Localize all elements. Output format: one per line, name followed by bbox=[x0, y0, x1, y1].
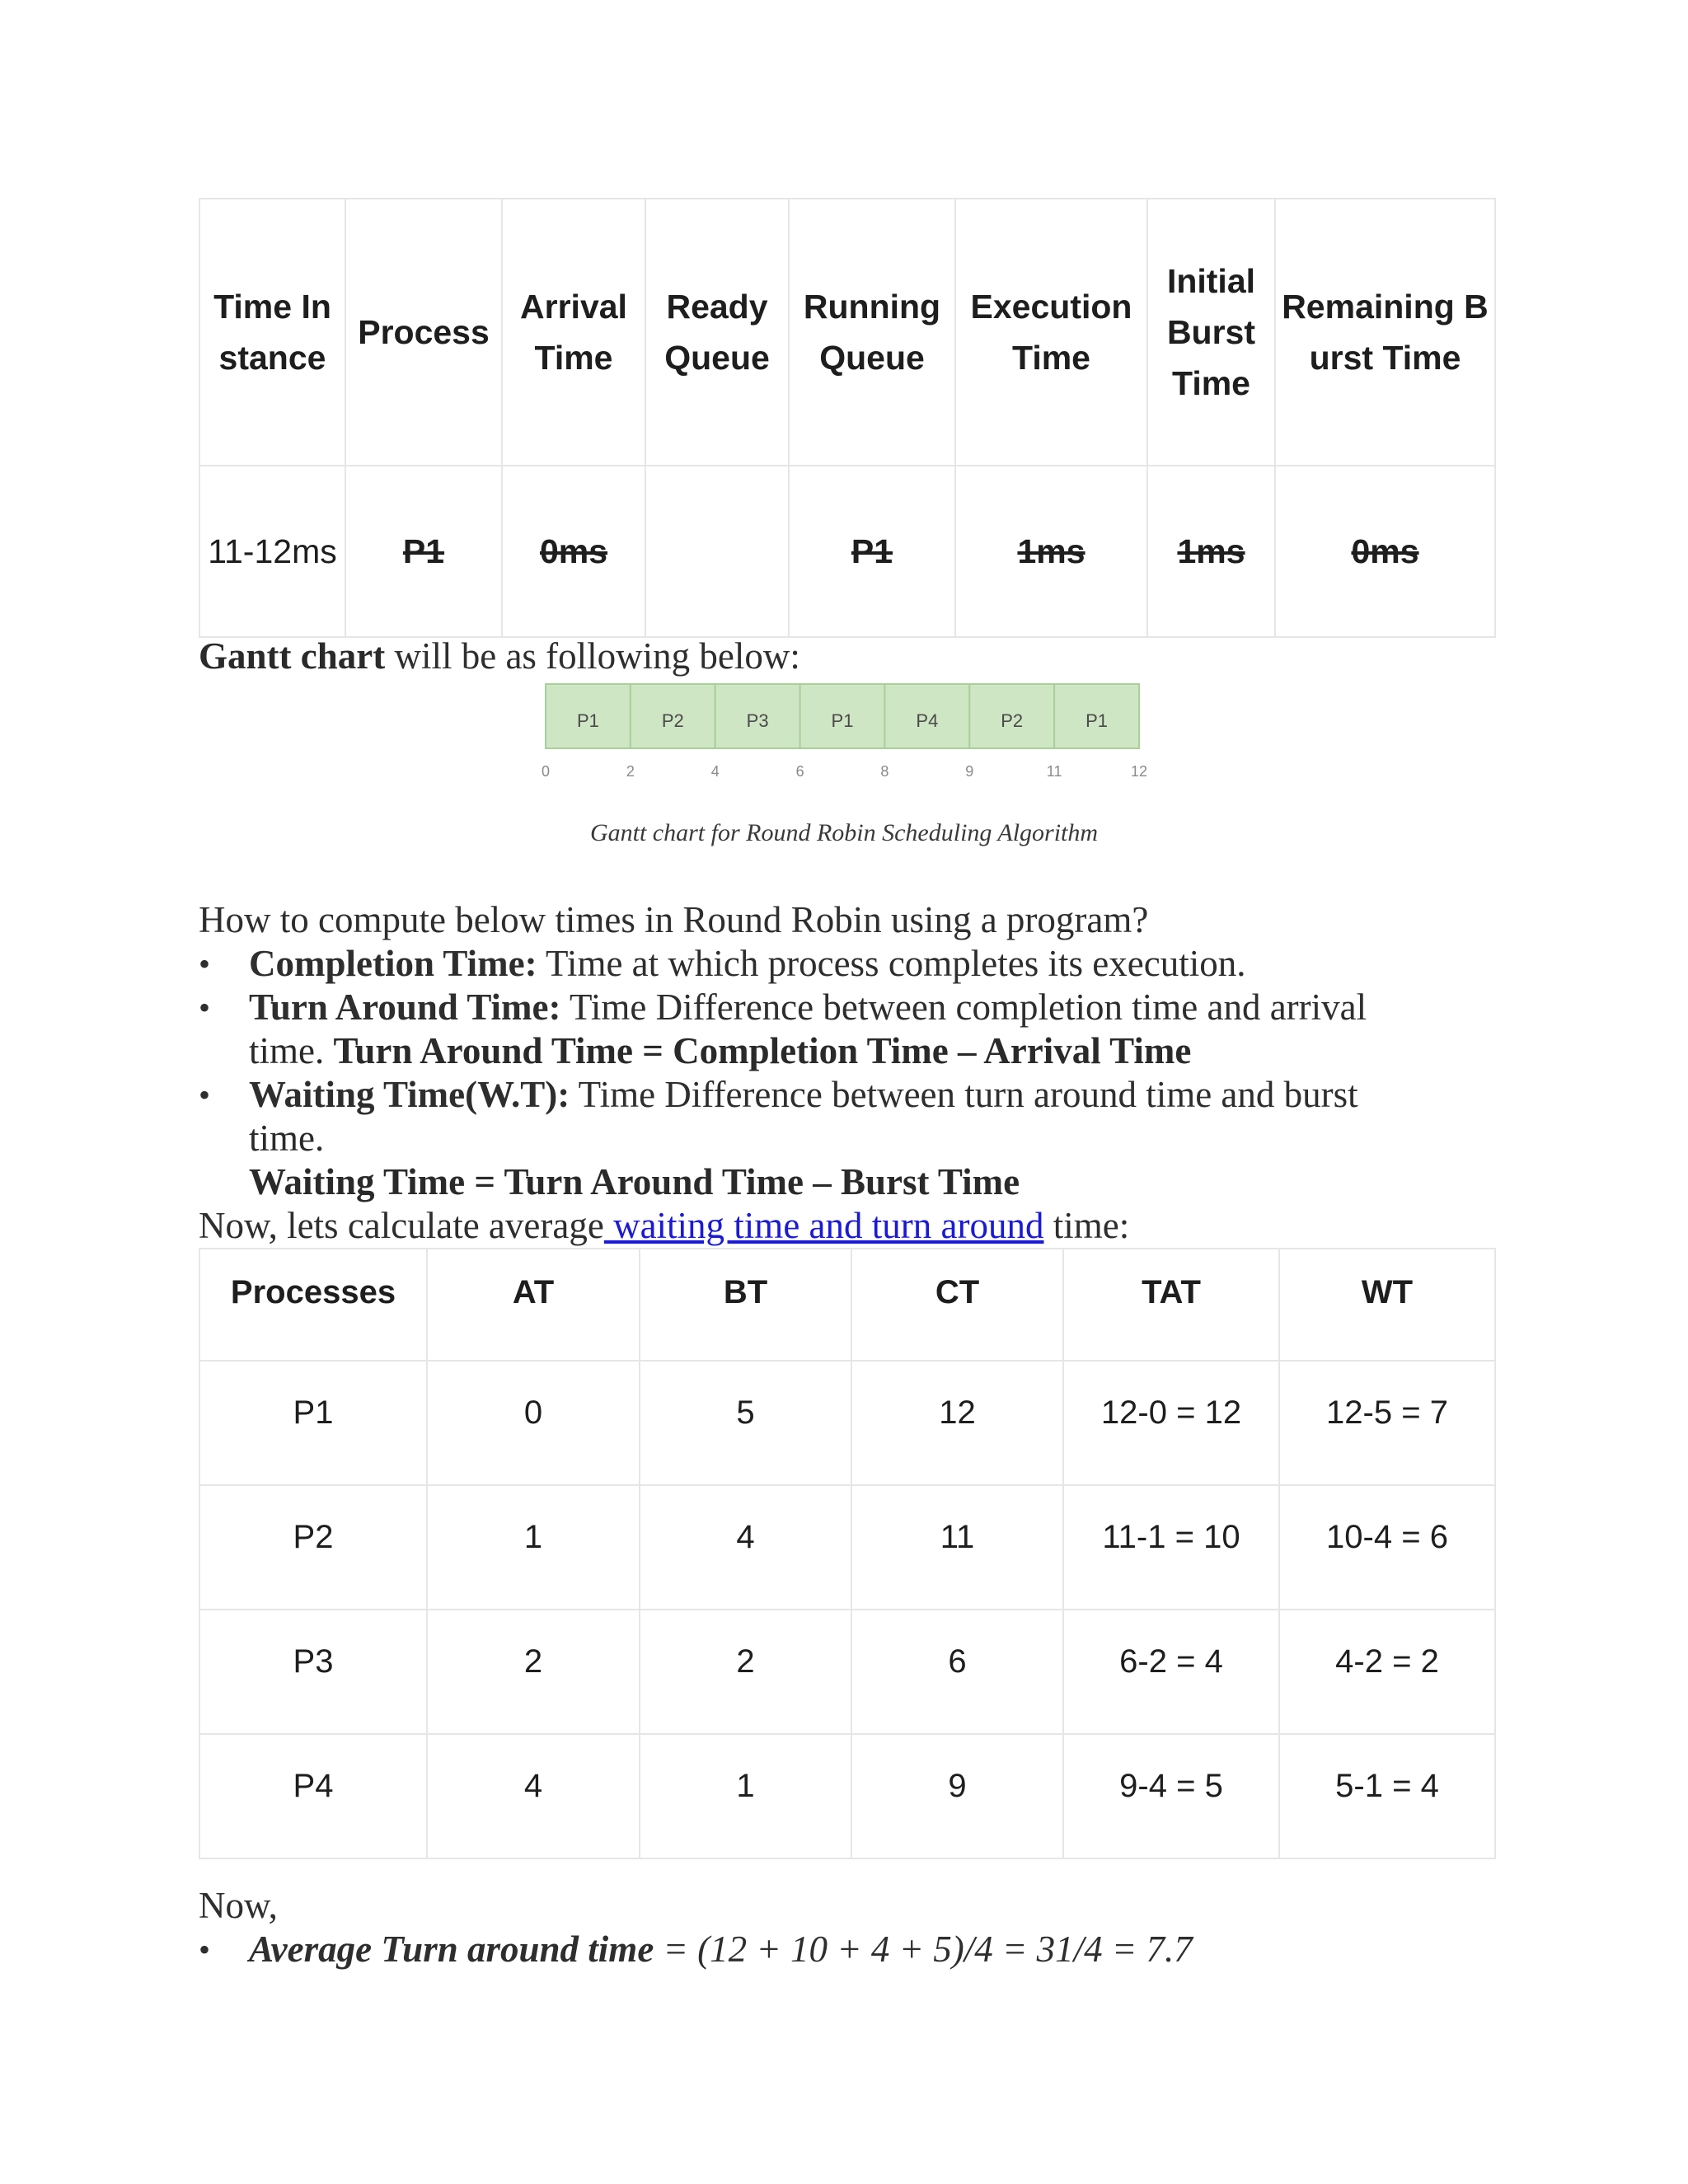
gantt-chart bbox=[537, 681, 1147, 796]
gantt-tick-label: 2 bbox=[626, 763, 635, 780]
cell-running-queue: P1 bbox=[789, 466, 955, 637]
cell-process: P1 bbox=[199, 1361, 427, 1485]
cell-at: 0 bbox=[427, 1361, 640, 1485]
waiting-time-link[interactable]: waiting time and turn around bbox=[603, 1205, 1044, 1246]
cell-wt: 5-1 = 4 bbox=[1279, 1734, 1495, 1858]
definition-turn-around-time: Time Difference between completion time and arrival bbox=[560, 987, 1367, 1028]
waiting-time-formula: Waiting Time = Turn Around Time – Burst Time bbox=[249, 1161, 1020, 1202]
cell-process: P1 bbox=[345, 466, 502, 637]
cell-ct: 11 bbox=[851, 1485, 1063, 1610]
cell-ct: 9 bbox=[851, 1734, 1063, 1858]
bullet-icon: • bbox=[199, 945, 211, 982]
cell-tat: 12-0 = 12 bbox=[1063, 1361, 1279, 1485]
cell-bt: 4 bbox=[640, 1485, 851, 1610]
header-process: Process bbox=[345, 199, 502, 466]
average-formula: = (12 + 10 + 4 + 5)/4 = 31/4 = 7.7 bbox=[654, 1929, 1193, 1970]
gantt-tick-label: 9 bbox=[965, 763, 974, 780]
header-at: AT bbox=[427, 1249, 640, 1361]
cell-process: P3 bbox=[199, 1610, 427, 1734]
list-item bbox=[199, 986, 1517, 1029]
cell-bt: 5 bbox=[640, 1361, 851, 1485]
header-wt: WT bbox=[1279, 1249, 1495, 1361]
cell-at: 1 bbox=[427, 1485, 640, 1610]
gantt-segment-label: P1 bbox=[576, 710, 599, 731]
bullet-icon: • bbox=[199, 989, 211, 1026]
cell-at: 2 bbox=[427, 1610, 640, 1734]
cell-tat: 9-4 = 5 bbox=[1063, 1734, 1279, 1858]
bullet-icon: • bbox=[199, 1076, 211, 1113]
question-heading: How to compute below times in Round Robin using a program? bbox=[199, 899, 1149, 940]
gantt-tick-label: 4 bbox=[710, 763, 720, 780]
cell-bt: 1 bbox=[640, 1734, 851, 1858]
list-item bbox=[199, 942, 1517, 986]
header-execution-time: Execution Time bbox=[955, 199, 1147, 466]
header-ready-queue: Ready Queue bbox=[645, 199, 789, 466]
table-header-row bbox=[199, 199, 1495, 466]
cell-time-instance: 11-12ms bbox=[199, 466, 345, 637]
table-row bbox=[199, 1610, 1495, 1734]
cell-ready-queue bbox=[645, 466, 789, 637]
cell-wt: 10-4 = 6 bbox=[1279, 1485, 1495, 1610]
cell-tat: 11-1 = 10 bbox=[1063, 1485, 1279, 1610]
cell-initial-burst-time: 1ms bbox=[1147, 466, 1275, 637]
header-remaining-burst-time: Remaining Burst Time bbox=[1275, 199, 1495, 466]
cell-at: 4 bbox=[427, 1734, 640, 1858]
cell-bt: 2 bbox=[640, 1610, 851, 1734]
cell-arrival-time: 0ms bbox=[502, 466, 645, 637]
list-item bbox=[199, 1928, 1517, 1971]
gantt-intro-bold: Gantt chart bbox=[199, 635, 386, 677]
cell-tat: 6-2 = 4 bbox=[1063, 1610, 1279, 1734]
cell-process: P4 bbox=[199, 1734, 427, 1858]
header-arrival-time: Arrival Time bbox=[502, 199, 645, 466]
gantt-intro bbox=[199, 635, 800, 678]
cell-wt: 12-5 = 7 bbox=[1279, 1361, 1495, 1485]
gantt-tick-label: 11 bbox=[1046, 763, 1062, 780]
header-running-queue: Running Queue bbox=[789, 199, 955, 466]
definition-waiting-time: Time Difference between turn around time and burst bbox=[570, 1074, 1358, 1115]
now-text-after: time: bbox=[1043, 1205, 1130, 1246]
bullet-icon: • bbox=[199, 1931, 211, 1968]
gantt-tick-label: 6 bbox=[795, 763, 804, 780]
cell-ct: 6 bbox=[851, 1610, 1063, 1734]
gantt-caption: Gantt chart for Round Robin Scheduling Algorithm bbox=[589, 819, 1099, 846]
cell-wt: 4-2 = 2 bbox=[1279, 1610, 1495, 1734]
list-item bbox=[199, 1073, 1517, 1117]
turn-around-formula-line bbox=[249, 1029, 1191, 1073]
definition-list bbox=[199, 942, 1517, 1029]
process-state-table bbox=[199, 198, 1496, 638]
gantt-intro-text: will be as following below: bbox=[385, 635, 800, 677]
table-row bbox=[199, 1734, 1495, 1858]
now-text: Now, lets calculate average bbox=[199, 1205, 604, 1246]
results-table bbox=[199, 1248, 1496, 1859]
header-initial-burst-time: Initial Burst Time bbox=[1147, 199, 1275, 466]
table-header-row bbox=[199, 1249, 1495, 1361]
cell-remaining-burst-time: 0ms bbox=[1275, 466, 1495, 637]
gantt-segment-label: P1 bbox=[1085, 710, 1109, 731]
term-turn-around-time: Turn Around Time: bbox=[249, 987, 561, 1028]
gantt-tick-label: 0 bbox=[541, 763, 551, 780]
term-completion-time: Completion Time: bbox=[249, 943, 537, 984]
now-label: Now, bbox=[199, 1885, 278, 1926]
table-row bbox=[199, 466, 1495, 637]
average-term: Average Turn around time bbox=[249, 1929, 654, 1970]
definition-list-2 bbox=[199, 1073, 1517, 1117]
gantt-tick-label: 12 bbox=[1130, 763, 1147, 780]
gantt-segment-label: P2 bbox=[1001, 710, 1024, 731]
cell-ct: 12 bbox=[851, 1361, 1063, 1485]
gantt-segment-label: P1 bbox=[831, 710, 854, 731]
header-processes: Processes bbox=[199, 1249, 427, 1361]
gantt-tick-label: 8 bbox=[880, 763, 889, 780]
header-time-instance: Time Instance bbox=[199, 199, 345, 466]
waiting-time-cont: time. bbox=[249, 1118, 325, 1159]
definition-completion-time: Time at which process completes its execution. bbox=[537, 943, 1246, 984]
turn-around-formula: Turn Around Time = Completion Time – Arrival Time bbox=[333, 1030, 1192, 1071]
now-calculate-line bbox=[199, 1204, 1129, 1248]
average-list bbox=[199, 1928, 1517, 1971]
term-waiting-time: Waiting Time(W.T): bbox=[249, 1074, 570, 1115]
gantt-segment-label: P3 bbox=[746, 710, 769, 731]
gantt-segment-label: P4 bbox=[916, 710, 939, 731]
table-row bbox=[199, 1485, 1495, 1610]
turn-around-cont: time. bbox=[249, 1030, 334, 1071]
table-row bbox=[199, 1361, 1495, 1485]
header-ct: CT bbox=[851, 1249, 1063, 1361]
cell-execution-time: 1ms bbox=[955, 466, 1147, 637]
header-bt: BT bbox=[640, 1249, 851, 1361]
gantt-segment-label: P2 bbox=[661, 710, 684, 731]
header-tat: TAT bbox=[1063, 1249, 1279, 1361]
cell-process: P2 bbox=[199, 1485, 427, 1610]
